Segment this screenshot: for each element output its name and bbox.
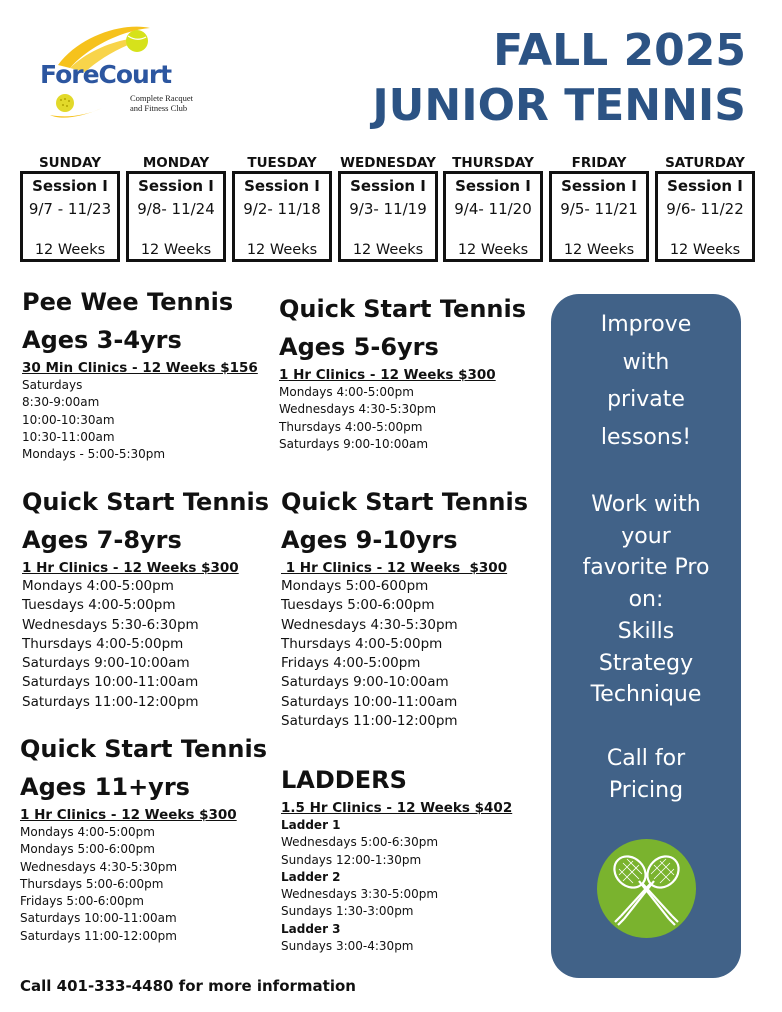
schedule-line: Mondays 5:00-6:00pm (20, 842, 155, 857)
panel-line: favorite Pro (582, 555, 710, 581)
day-name: TUESDAY (247, 155, 317, 171)
program-schedule (22, 377, 277, 463)
session-box (126, 171, 226, 262)
panel-block-call (551, 743, 741, 806)
panel-line: lessons! (600, 424, 692, 450)
day-column-tuesday (232, 155, 332, 262)
schedule-line: Thursdays 5:00-6:00pm (20, 876, 164, 891)
panel-line: Strategy (598, 650, 694, 676)
schedule-line: Thursdays 4:00-5:00pm (279, 419, 423, 434)
session-dates: 9/2- 11/18 (243, 200, 321, 218)
session-box (655, 171, 755, 262)
panel-line: your (621, 523, 671, 549)
ladder-heading: Ladder 1 (281, 818, 341, 832)
program-schedule (22, 577, 277, 712)
schedule-line: Saturdays 9:00-10:00am (22, 655, 190, 672)
session-label: Session I (455, 177, 531, 195)
session-dates: 9/8- 11/24 (137, 200, 215, 218)
schedule-line: Sundays 1:30-3:00pm (281, 904, 414, 919)
program-ages: Ages 7-8yrs (22, 526, 182, 554)
forecourt-logo (30, 20, 200, 125)
schedule-line: Saturdays (22, 378, 83, 392)
program-price: 1 Hr Clinics - 12 Weeks $300 (22, 560, 239, 576)
day-name: SATURDAY (665, 155, 745, 171)
panel-block-improve (551, 306, 741, 456)
program-ages: Ages 5-6yrs (279, 333, 439, 361)
day-column-sunday (20, 155, 120, 262)
session-box (443, 171, 543, 262)
day-column-wednesday (338, 155, 438, 262)
schedule-line: Saturdays 10:00-11:00am (281, 693, 458, 710)
day-name: MONDAY (142, 155, 210, 171)
program-ages: Ages 9-10yrs (281, 526, 458, 554)
panel-line: Skills (617, 618, 675, 644)
session-label: Session I (561, 177, 637, 195)
schedule-line: Mondays 5:00-600pm (281, 578, 429, 594)
panel-line: private (607, 387, 685, 412)
panel-block-work-with (551, 489, 741, 711)
program-schedule (20, 824, 278, 945)
schedule-line: Sundays 3:00-4:30pm (281, 939, 414, 954)
session-weeks: 12 Weeks (246, 242, 318, 258)
program-price: 1 Hr Clinics - 12 Weeks $300 (281, 560, 508, 576)
schedule-line: Thursdays 4:00-5:00pm (281, 635, 443, 652)
panel-line: with (622, 349, 670, 375)
schedule-line: Saturdays 9:00-10:00am (281, 674, 449, 691)
schedule-line: Mondays 4:00-5:00pm (20, 825, 155, 839)
schedule-line: Saturdays 9:00-10:00am (279, 436, 429, 451)
quickstart-5-6-program (279, 290, 544, 453)
schedule-line: Wednesdays 5:30-6:30pm (22, 616, 199, 633)
logo-subtitle (130, 93, 193, 113)
program-title: Quick Start Tennis (281, 488, 529, 516)
peewee-program (22, 283, 277, 463)
schedule-line: Sundays 12:00-1:30pm (281, 852, 422, 867)
program-title: Quick Start Tennis (20, 735, 268, 763)
program-ages: Ages 3-4yrs (22, 326, 182, 354)
day-column-monday (126, 155, 226, 262)
session-label: Session I (32, 177, 108, 195)
schedule-line: Saturdays 11:00-12:00pm (22, 693, 199, 710)
day-column-saturday (655, 155, 755, 262)
program-price: 30 Min Clinics - 12 Weeks $156 (22, 360, 258, 376)
session-weeks: 12 Weeks (140, 242, 212, 258)
session-weeks: 12 Weeks (669, 242, 741, 258)
day-column-thursday (443, 155, 543, 262)
session-label: Session I (244, 177, 320, 195)
day-name: WEDNESDAY (340, 155, 436, 171)
ladder-heading: Ladder 3 (281, 921, 341, 936)
day-name: THURSDAY (452, 155, 534, 171)
session-weeks: 12 Weeks (34, 242, 106, 258)
program-ages: Ages 11+yrs (20, 773, 190, 801)
quickstart-7-8-program (22, 483, 277, 712)
day-name: SUNDAY (38, 155, 102, 171)
program-title: Quick Start Tennis (22, 488, 270, 516)
panel-line: Pricing (608, 777, 684, 803)
schedule-line: 8:30-9:00am (22, 395, 100, 410)
schedule-line: Fridays 5:00-6:00pm (20, 894, 144, 909)
program-title: Pee Wee Tennis (22, 288, 234, 316)
logo-brand-text: ForeCourt (40, 60, 172, 89)
schedule-line: Saturdays 11:00-12:00pm (20, 928, 177, 943)
schedule-line: 10:30-11:00am (22, 429, 115, 444)
panel-line: Technique (590, 682, 702, 708)
quickstart-11-plus-program (20, 730, 278, 945)
racquets-badge (597, 839, 696, 938)
program-schedule (281, 817, 546, 955)
panel-line: Improve (600, 312, 692, 337)
session-weeks: 12 Weeks (563, 242, 635, 258)
program-title: Quick Start Tennis (279, 295, 527, 323)
title-season: FALL 2025 (493, 25, 746, 76)
session-weeks: 12 Weeks (457, 242, 529, 258)
session-box (20, 171, 120, 262)
schedule-line: Tuesdays 4:00-5:00pm (22, 597, 176, 614)
schedule-line: Wednesdays 3:30-5:00pm (281, 887, 439, 902)
session-label: Session I (667, 177, 743, 195)
quickstart-9-10-program (281, 483, 546, 731)
session-box (338, 171, 438, 262)
schedule-line: Wednesdays 4:30-5:30pm (20, 859, 178, 874)
session-weeks: 12 Weeks (352, 242, 424, 258)
schedule-line: 10:00-10:30am (22, 412, 115, 427)
schedule-line: Tuesdays 5:00-6:00pm (281, 597, 435, 614)
schedule-line: Wednesdays 5:00-6:30pm (281, 835, 439, 850)
session-box (232, 171, 332, 262)
session-box (549, 171, 649, 262)
schedule-line: Wednesdays 4:30-5:30pm (279, 402, 437, 417)
ladders-program (281, 761, 546, 955)
logo-sub-line-1: Complete Racquet (130, 93, 194, 103)
panel-line: on: (628, 587, 664, 613)
session-label: Session I (350, 177, 426, 195)
schedule-line: Saturdays 10:00-11:00am (22, 674, 199, 691)
panel-line: Call for (606, 746, 686, 771)
ladder-heading: Ladder 2 (281, 869, 341, 884)
schedule-line: Fridays 4:00-5:00pm (281, 655, 421, 672)
schedule-line: Mondays 4:00-5:00pm (22, 578, 174, 594)
session-label: Session I (138, 177, 214, 195)
program-schedule (279, 384, 544, 453)
program-title: LADDERS (281, 766, 407, 794)
day-name: FRIDAY (571, 155, 627, 171)
schedule-line: Mondays 4:00-5:00pm (279, 385, 414, 399)
schedule-line: Wednesdays 4:30-5:30pm (281, 616, 458, 633)
title-program: JUNIOR TENNIS (372, 80, 746, 131)
session-dates: 9/4- 11/20 (454, 200, 532, 218)
program-price: 1 Hr Clinics - 12 Weeks $300 (20, 807, 237, 823)
logo-sub-line-2: and Fitness Club (130, 103, 188, 113)
session-dates: 9/3- 11/19 (349, 200, 427, 218)
schedule-line: Thursdays 4:00-5:00pm (22, 635, 184, 652)
program-schedule (281, 577, 546, 731)
day-column-friday (549, 155, 649, 262)
program-price: 1.5 Hr Clinics - 12 Weeks $402 (281, 800, 513, 816)
schedule-line: Saturdays 11:00-12:00pm (281, 713, 458, 730)
footer-contact: Call 401-333-4480 for more information (20, 977, 356, 995)
session-dates: 9/6- 11/22 (666, 200, 744, 218)
program-price: 1 Hr Clinics - 12 Weeks $300 (279, 367, 496, 383)
session-dates: 9/7 - 11/23 (28, 200, 112, 218)
schedule-line: Mondays - 5:00-5:30pm (22, 447, 166, 462)
panel-line: Work with (591, 492, 701, 517)
session-dates: 9/5- 11/21 (560, 200, 638, 218)
crossed-tennis-racquets-icon (597, 839, 696, 938)
schedule-line: Saturdays 10:00-11:00am (20, 911, 177, 926)
